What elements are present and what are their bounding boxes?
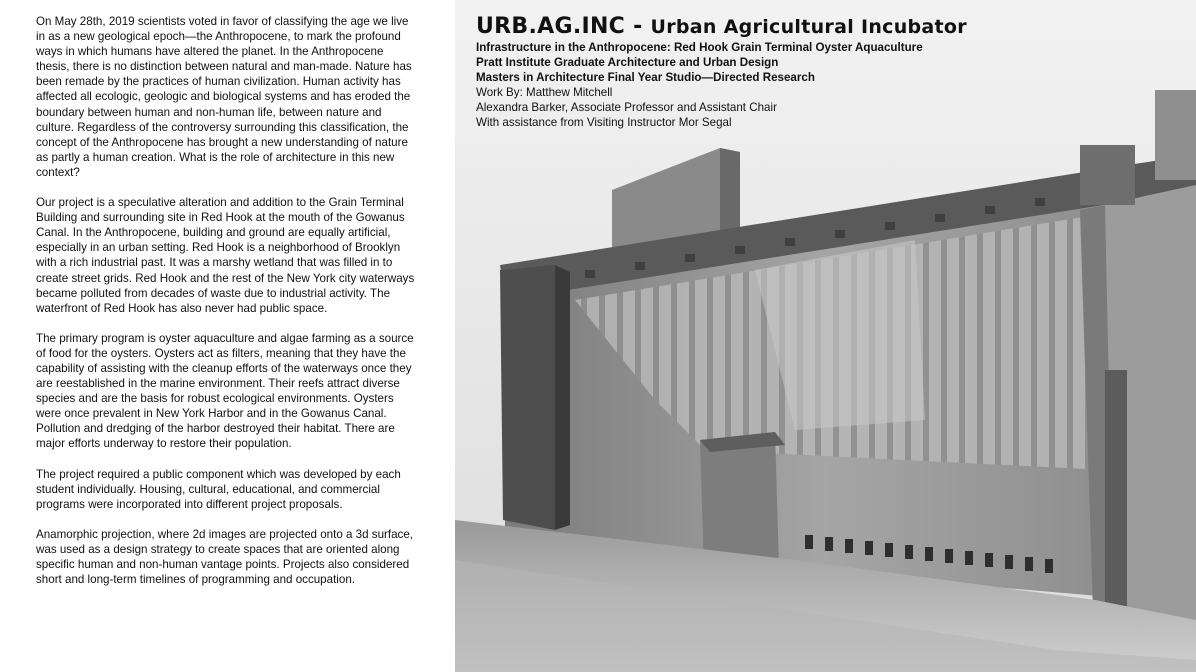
- header-line-work-by: Work By: Matthew Mitchell: [476, 86, 613, 99]
- paragraph-anamorphic-projection: Anamorphic projection, where 2d images are projected onto a 3d surface, was used as a design strategy to create spaces that are oriented along specific human and non-human vantage points. Projects also considered short and long-term timelines of programming and occupation.: [36, 527, 414, 587]
- header-line-institute: Pratt Institute Graduate Architecture and Urban Design: [476, 56, 779, 69]
- body-text-column: [36, 14, 416, 602]
- header-line-infrastructure: Infrastructure in the Anthropocene: Red Hook Grain Terminal Oyster Aquaculture: [476, 41, 923, 54]
- project-title: [476, 14, 967, 40]
- paragraph-anthropocene: On May 28th, 2019 scientists voted in favor of classifying the age we live in as a new geological epoch—the Anthropocene, to mark the profound ways in which humans have altered the planet. In the Anthropocene thesis, there is no distinction between natural and man-made. Nature has been remade by the practices of human civilization. Human activity has affected all ecologic, geologic and biological systems and has eroded the boundary between human and non-human life, between nature and culture. Regardless of the controversy surrounding this classification, the concept of the Anthropocene has brought a new understanding of nature as partly a human creation. What is the role of architecture in this new context?: [36, 15, 412, 179]
- paragraph-project-site: Our project is a speculative alteration and addition to the Grain Terminal Building and surrounding site in Red Hook at the mouth of the Gowanus Canal. In the Anthropocene, building and ground are equally artificial, especially in an urban setting. Red Hook is a neighborhood of Brooklyn with a rich industrial past. It was a marshy wetland that was filled in to create street grids. Red Hook and the rest of the New York city waterways became polluted from decades of waste due to industrial activity. The waterfront of Red Hook has also never had public space.: [36, 196, 415, 315]
- title-main: URB.AG.INC -: [476, 14, 651, 39]
- header-line-studio: Masters in Architecture Final Year Studio—Directed Research: [476, 71, 815, 84]
- project-header: [476, 14, 967, 130]
- title-subtitle: Urban Agricultural Incubator: [650, 16, 967, 38]
- paragraph-primary-program: The primary program is oyster aquaculture and algae farming as a source of food for the oysters. Oysters act as filters, meaning that they have the capability of assisting with the cleanup efforts of the waterways once they are reestablished in the marine environment. Their reefs attract diverse species and are the basis for robust ecological environments. Oysters were once prevalent in New York Harbor and in the Gowanus Canal. Pollution and dredging of the harbor destroyed their habitat. There are major efforts underway to restore their population.: [36, 331, 414, 451]
- header-line-professor: Alexandra Barker, Associate Professor and Assistant Chair: [476, 101, 777, 114]
- header-line-assistance: With assistance from Visiting Instructor Mor Segal: [476, 116, 732, 129]
- paragraph-public-component: The project required a public component which was developed by each student individually. Housing, cultural, educational, and commercial programs were incorporated into different project proposals.: [36, 467, 401, 511]
